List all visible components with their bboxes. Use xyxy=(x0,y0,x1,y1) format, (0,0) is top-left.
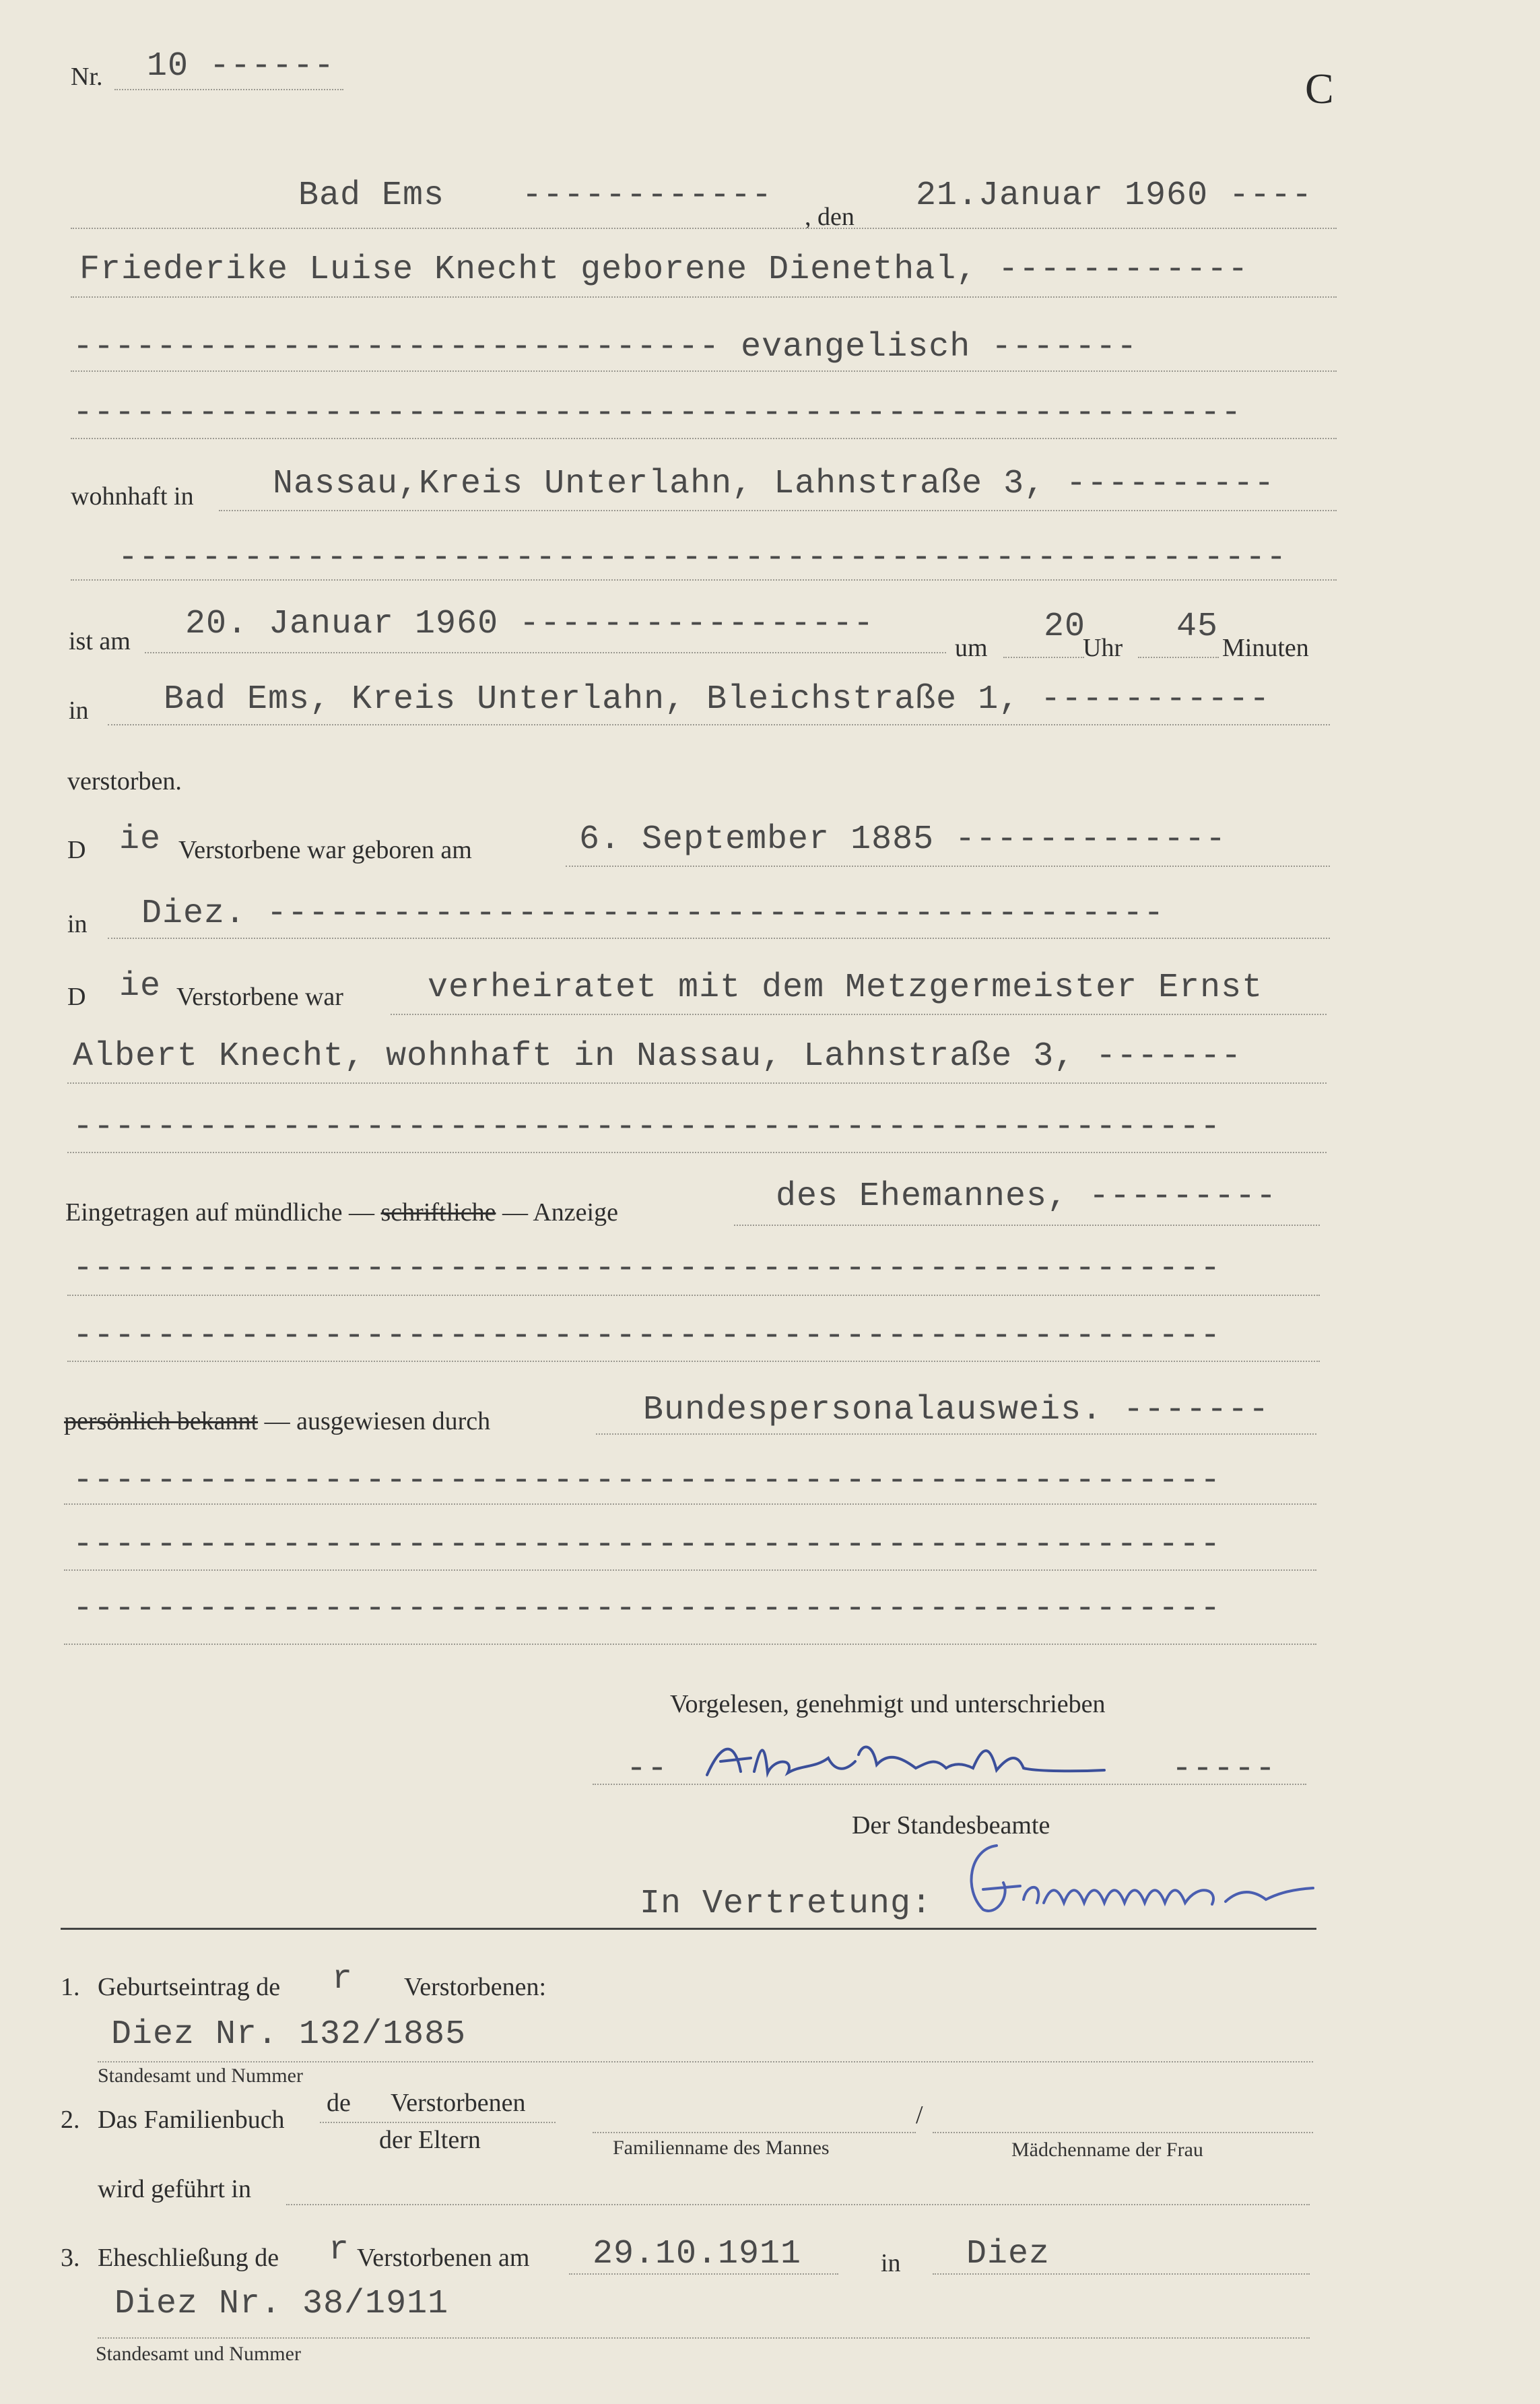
death-minutes: 45 xyxy=(1176,608,1219,646)
birth-date: 6. September 1885 ------------- xyxy=(579,820,1227,859)
note1-suffix: r xyxy=(332,1960,354,1999)
note1-value: Diez Nr. 132/1885 xyxy=(111,2015,467,2054)
form-letter: C xyxy=(1305,65,1334,112)
note1-caption: Standesamt und Nummer xyxy=(98,2065,303,2087)
minuten-label: Minuten xyxy=(1222,634,1309,662)
note3-value: Diez Nr. 38/1911 xyxy=(114,2285,449,2323)
note3-label-a: Eheschließung de xyxy=(98,2244,279,2272)
note2-number: 2. xyxy=(61,2106,80,2134)
read-approved-label: Vorgelesen, genehmigt und unterschrieben xyxy=(670,1690,1106,1718)
identification-value: Bundespersonalausweis. ------- xyxy=(643,1391,1270,1429)
place-value: Bad Ems xyxy=(298,176,445,215)
den-label: , den xyxy=(805,203,855,231)
death-place-dotline xyxy=(108,724,1330,725)
registrar-label: Der Standesbeamte xyxy=(852,1811,1050,1840)
note2-wife-caption: Mädchenname der Frau xyxy=(1011,2139,1203,2161)
name-dotline xyxy=(71,296,1337,298)
note2-label: Das Familienbuch xyxy=(98,2106,285,2134)
note3-dotline xyxy=(98,2337,1310,2339)
identification-dotline xyxy=(596,1433,1316,1435)
identification-dotline-4 xyxy=(64,1644,1316,1645)
identification-text: — ausgewiesen durch xyxy=(264,1407,491,1435)
note2-bottom: der Eltern xyxy=(379,2126,481,2154)
birth-place: Diez. ------------------------------------------- xyxy=(141,895,1165,933)
marital-label: Verstorbene war xyxy=(176,983,343,1011)
registration-struck: schriftliche xyxy=(380,1198,496,1227)
note3-in-label: in xyxy=(881,2249,901,2277)
marital-value-2: Albert Knecht, wohnhaft in Nassau, Lahnstraße 3, ------- xyxy=(73,1037,1242,1076)
registration-dotline-2 xyxy=(67,1295,1320,1296)
death-date: 20. Januar 1960 ----------------- xyxy=(185,605,875,643)
nr-dotline xyxy=(114,89,343,90)
note3-date: 29.10.1911 xyxy=(593,2235,802,2273)
note1-label-b: Verstorbenen: xyxy=(404,1973,547,2001)
registration-value: des Ehemannes, --------- xyxy=(776,1177,1277,1216)
birth-place-dotline xyxy=(108,938,1330,939)
identification-struck: persönlich bekannt xyxy=(64,1407,259,1435)
uhr-label: Uhr xyxy=(1083,634,1123,662)
note3-place-dotline xyxy=(933,2273,1310,2275)
registration-dotline xyxy=(734,1225,1320,1226)
place-dotline xyxy=(71,228,1337,229)
ist-am-label: ist am xyxy=(69,627,131,655)
death-date-dotline xyxy=(145,652,946,653)
residence-dotline-2 xyxy=(71,579,1337,581)
note2-kept-dotline xyxy=(286,2204,1310,2205)
birth-d-label: D xyxy=(67,836,86,864)
note2-slash: / xyxy=(916,2101,923,2129)
marital-d-label: D xyxy=(67,983,86,1011)
note3-suffix: r xyxy=(329,2231,350,2269)
marital-d-suffix: ie xyxy=(119,967,162,1006)
signature-dash-left: -- xyxy=(626,1750,669,1788)
section-divider xyxy=(61,1928,1316,1930)
registration-fill-2: ------------------------------------------------------- xyxy=(73,1317,1221,1355)
death-place: Bad Ems, Kreis Unterlahn, Bleichstraße 1, ----------- xyxy=(164,680,1271,719)
note2-wife-dotline xyxy=(933,2132,1313,2133)
religion-line: ------------------------------- evangelisch ------- xyxy=(73,328,1138,366)
identification-fill-2: ------------------------------------------------------- xyxy=(73,1526,1221,1564)
signature-dotline xyxy=(593,1784,1306,1785)
nr-value: 10 ------ xyxy=(147,47,335,86)
informant-signature xyxy=(700,1731,1111,1792)
marital-dotline-2 xyxy=(67,1082,1327,1084)
deputy-label: In Vertretung: xyxy=(640,1885,933,1923)
marital-dotline-3 xyxy=(67,1152,1327,1153)
death-in-label: in xyxy=(69,696,89,725)
religion-dotline xyxy=(71,370,1337,372)
death-hour: 20 xyxy=(1044,608,1086,646)
birth-date-dotline xyxy=(566,866,1330,867)
birth-label: Verstorbene war geboren am xyxy=(178,836,472,864)
note2-fraction-line xyxy=(320,2122,556,2123)
record-date: 21.Januar 1960 ---- xyxy=(916,176,1313,215)
marital-fill: ------------------------------------------------------- xyxy=(73,1108,1221,1146)
identification-dotline-2 xyxy=(64,1503,1316,1505)
place-fill: ------------ xyxy=(522,176,773,215)
note2-top: Verstorbenen xyxy=(391,2089,526,2117)
signature-dash-right: ----- xyxy=(1172,1750,1277,1788)
birth-in-label: in xyxy=(67,910,88,938)
religion-fill: -------------------------------------------------------- xyxy=(73,394,1242,432)
um-label: um xyxy=(955,634,988,662)
note3-date-dotline xyxy=(569,2273,838,2275)
marital-value: verheiratet mit dem Metzgermeister Ernst xyxy=(428,969,1263,1007)
note1-label-a: Geburtseintrag de xyxy=(98,1973,281,2001)
minutes-dotline xyxy=(1138,657,1219,658)
note3-place: Diez xyxy=(966,2235,1050,2273)
registration-fill-1: ------------------------------------------------------- xyxy=(73,1249,1221,1288)
registration-label-a: Eingetragen auf mündliche — xyxy=(65,1198,375,1227)
note3-caption: Standesamt und Nummer xyxy=(96,2343,301,2365)
identification-fill-1: ------------------------------------------------------- xyxy=(73,1462,1221,1500)
note1-number: 1. xyxy=(61,1973,80,2001)
identification-fill-3: ------------------------------------------------------- xyxy=(73,1590,1221,1628)
registrar-signature xyxy=(956,1836,1320,1923)
birth-d-suffix: ie xyxy=(119,820,162,859)
religion-dotline-2 xyxy=(71,438,1337,439)
residence-value: Nassau,Kreis Unterlahn, Lahnstraße 3, ---------- xyxy=(273,465,1275,503)
note3-number: 3. xyxy=(61,2244,80,2272)
residence-fill: -------------------------------------------------------- xyxy=(118,539,1287,577)
registration-dotline-3 xyxy=(67,1361,1320,1362)
identification-dotline-3 xyxy=(64,1569,1316,1571)
note1-dotline xyxy=(98,2061,1313,2062)
note2-husband-caption: Familienname des Mannes xyxy=(613,2137,830,2159)
note2-de: de xyxy=(327,2089,351,2117)
residence-dotline xyxy=(219,510,1337,511)
nr-label: Nr. xyxy=(71,63,103,91)
note3-label-b: Verstorbenen am xyxy=(357,2244,530,2272)
registration-label xyxy=(65,1198,618,1227)
marital-dotline xyxy=(391,1014,1327,1015)
note2-husband-dotline xyxy=(593,2132,916,2133)
note2-kept-label: wird geführt in xyxy=(98,2175,251,2203)
identification-label xyxy=(64,1406,490,1436)
hour-dotline xyxy=(1003,657,1084,658)
residence-label: wohnhaft in xyxy=(71,482,194,511)
registration-label-b: — Anzeige xyxy=(502,1198,618,1227)
verstorben-label: verstorben. xyxy=(67,767,182,795)
deceased-name: Friederike Luise Knecht geborene Dienethal, ------------ xyxy=(79,251,1249,289)
